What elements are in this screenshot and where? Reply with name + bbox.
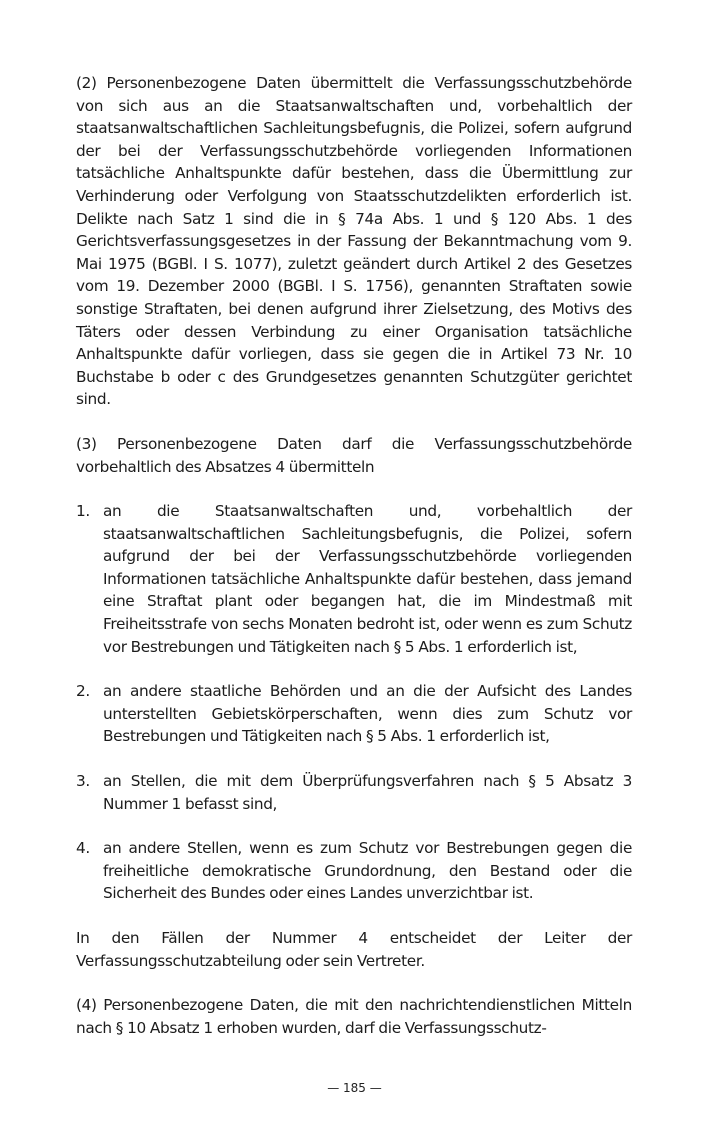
transfer-list (76, 500, 632, 905)
paragraph-number-4-note: In den Fällen der Nummer 4 entscheidet der Leiter der Verfassungsschutzabteilung oder sein Vertreter. (76, 929, 632, 970)
paragraph-2: (2) Personenbezogene Daten übermittelt die Verfassungsschutzbehörde von sich aus an die Staatsanwaltschaften und, vorbehaltlich der staatsanwaltschaftlichen Sachleitungsbefugnis, die Polizei, sofern aufgrund der bei der Verfassungsschutzbehörde vorliegenden Informationen tatsächliche Anhaltspunkte dafür bestehen, dass die Übermittlung zur Verhinderung oder Verfolgung von Staatsschutzdelikten erforderlich ist. Delikte nach Satz 1 sind die in § 74a Abs. 1 und § 120 Abs. 1 des Gerichtsverfassungsgesetzes in der Fassung der Bekanntmachung vom 9. Mai 1975 (BGBl. I S. 1077), zuletzt geändert durch Artikel 2 des Gesetzes vom 19. Dezember 2000 (BGBl. I S. 1756), genannten Straftaten sowie sonstige Straftaten, bei denen aufgrund ihrer Zielsetzung, des Motivs des Täters oder dessen Verbindung zu einer Organisation tatsächliche Anhaltspunkte dafür vorliegen, dass sie gegen die in Artikel 73 Nr. 10 Buchstabe b oder c des Grundgesetzes genannten Schutzgüter gerichtet sind. (76, 74, 632, 409)
paragraph-4: (4) Personenbezogene Daten, die mit den nachrichtendienstlichen Mitteln nach § 10 Absatz 1 erhoben wurden, darf die Verfassungsschutz- (76, 996, 632, 1037)
list-item-number: 4. (76, 839, 90, 858)
page-number: — 185 — (327, 1081, 382, 1095)
paragraph-3-intro: (3) Personenbezogene Daten darf die Verfassungsschutzbehörde vorbehaltlich des Absatzes 4 übermitteln (76, 434, 632, 476)
list-item (76, 837, 632, 905)
list-item (76, 680, 632, 748)
list-item-number: 3. (76, 772, 90, 791)
document-body (76, 72, 632, 1061)
list-item-text: an Stellen, die mit dem Überprüfungsverfahren nach § 5 Absatz 3 Nummer 1 befasst sind, (103, 772, 632, 813)
list-item-text: an andere Stellen, wenn es zum Schutz vor Bestrebungen gegen die freiheitliche demokratische Grundordnung, den Bestand oder die Sicherheit des Bundes oder eines Landes unverzichtbar ist. (103, 839, 632, 903)
list-item-number: 1. (76, 502, 90, 521)
list-item (76, 500, 632, 658)
list-item-text: an andere staatliche Behörden und an die der Aufsicht des Landes unterstellten Gebietskörperschaften, wenn dies zum Schutz vor Bestrebungen und Tätigkeiten nach § 5 Abs. 1 erforderlich ist, (103, 682, 632, 746)
list-item-text: an die Staatsanwaltschaften und, vorbehaltlich der staatsanwaltschaftlichen Sachleitungsbefugnis, die Polizei, sofern aufgrund der bei der Verfassungsschutzbehörde vorliegenden Informationen tatsächliche Anhaltspunkte dafür bestehen, dass jemand eine Straftat plant oder begangen hat, die im Mindestmaß mit Freiheitsstrafe von sechs Monaten bedroht ist, oder wenn es zum Schutz vor Bestrebungen und Tätigkeiten nach § 5 Abs. 1 erforderlich ist, (103, 502, 632, 656)
list-item (76, 770, 632, 815)
list-item-number: 2. (76, 682, 90, 701)
